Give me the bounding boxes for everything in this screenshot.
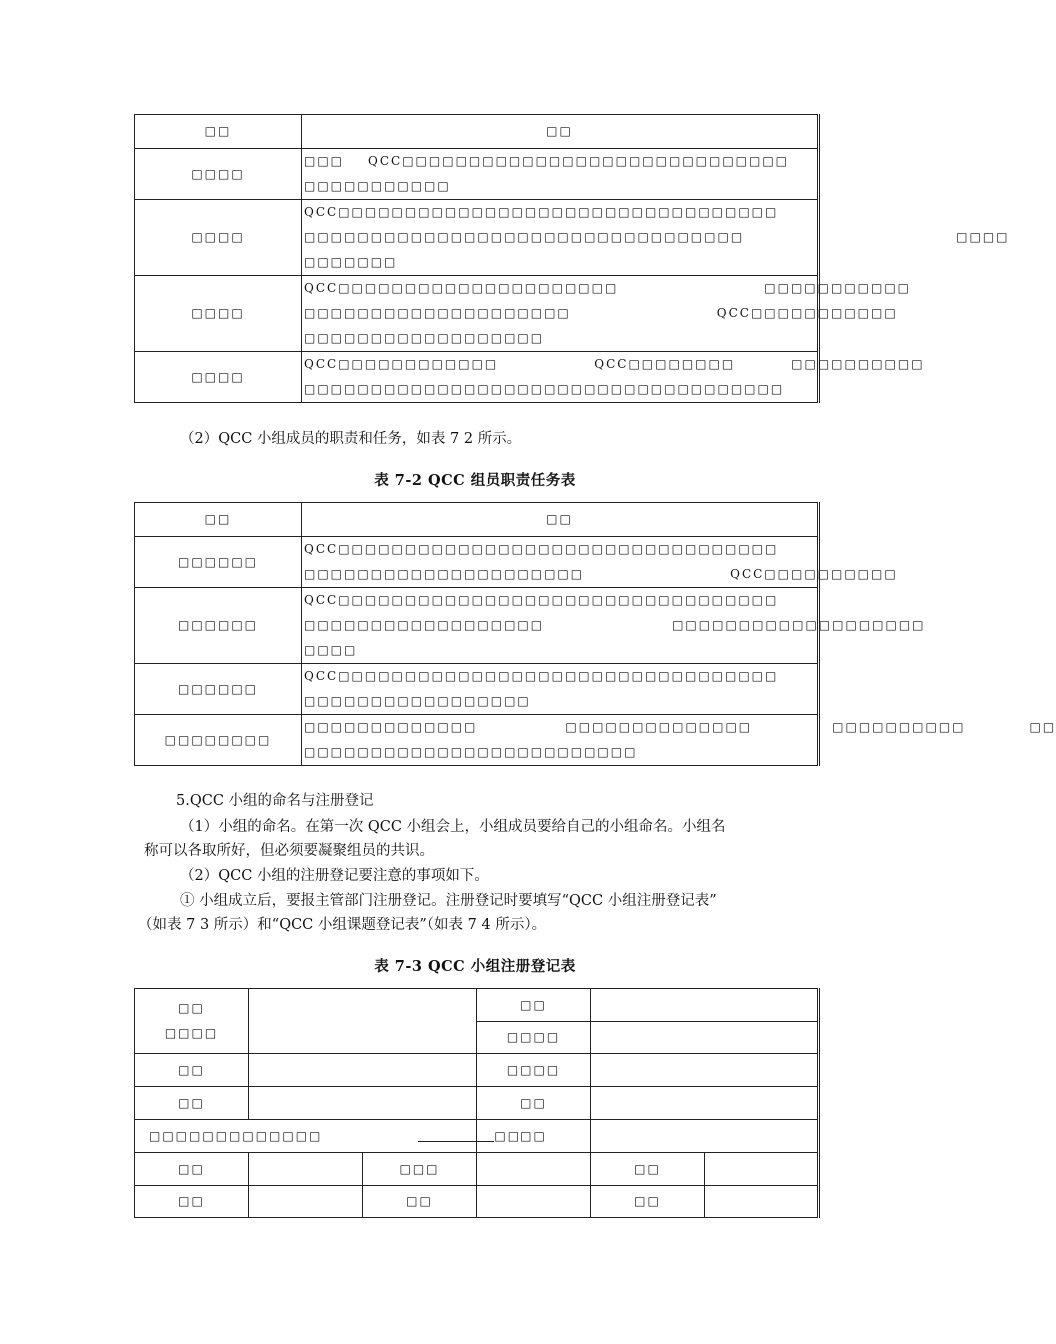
row-content: QCC□□□□□□□□□□□□□□□□□□□□□□□□□□□□□□□□□ □□□□□□□□□□□□□□□□□□□□□ QCC□□□□□□□□□□: [302, 537, 819, 588]
row-label: □□□□: [135, 200, 302, 276]
table-row: [135, 588, 819, 664]
section-heading-5: 5.QCC 小组的命名与注册登记: [176, 793, 374, 809]
table-row: [135, 1087, 819, 1120]
header-cell-role: □□: [135, 503, 302, 537]
row-label: □□□□: [135, 352, 302, 403]
fill-blank[interactable]: [418, 1126, 494, 1142]
duty-table-1: [134, 114, 1010, 403]
table-row: [135, 276, 819, 352]
form-field[interactable]: [249, 1153, 363, 1186]
field-label: □□: [363, 1186, 477, 1218]
field-label: □□: [135, 1087, 249, 1120]
field-label: □□: [135, 1186, 249, 1218]
field-label: □□: [135, 1153, 249, 1186]
field-label: □□: [591, 1153, 705, 1186]
paragraph-register-line2: （如表 7 3 所示）和“QCC 小组课题登记表”（如表 7 4 所示）。: [138, 917, 547, 933]
group-name-label: □□ □□□□: [135, 989, 249, 1054]
form-field[interactable]: [705, 1153, 819, 1186]
form-field[interactable]: [591, 1022, 819, 1054]
form-field[interactable]: [705, 1186, 819, 1218]
form-field[interactable]: [591, 1120, 819, 1153]
row-content: QCC□□□□□□□□□□□□ QCC□□□□□□□□ □□□□□□□□□□ □□□□□□□□□□□□□□□□□□□□□□□□□□□□□□□□□□□□: [302, 352, 819, 403]
form-field[interactable]: [249, 1186, 363, 1218]
field-label: □□: [477, 1087, 591, 1120]
row-content: QCC□□□□□□□□□□□□□□□□□□□□□□□□□□□□□□□□□ □□□□□□□□□□□□□□□□□□□□□□□□□□□□□□□□□ □□□□ □□□□□□□: [302, 200, 819, 276]
table-row: [135, 200, 819, 276]
field-label: □□: [477, 1120, 591, 1153]
table-row: [135, 537, 819, 588]
form-field[interactable]: [249, 1087, 477, 1120]
table-row: [135, 989, 819, 1022]
row-label: □□□□□□: [135, 537, 302, 588]
table-header-row: [135, 115, 819, 149]
paragraph-registration: （2）QCC 小组的注册登记要注意的事项如下。: [180, 868, 489, 884]
field-label: □□: [477, 989, 591, 1022]
table-row: [135, 1186, 819, 1218]
form-field[interactable]: [477, 1186, 591, 1218]
table-row: [135, 1054, 819, 1087]
table-header-row: [135, 503, 819, 537]
row-label: □□□□□□: [135, 588, 302, 664]
table-row: [135, 352, 819, 403]
row-label: □□□□: [135, 149, 302, 200]
form-field[interactable]: [249, 1054, 477, 1087]
header-cell-duty: □□: [302, 503, 819, 537]
form-field[interactable]: [591, 1054, 819, 1087]
registration-period-field[interactable]: □□□□□□□□□□□□□ □□: [135, 1120, 477, 1153]
table-row: [135, 149, 819, 200]
field-label: □□□□: [477, 1054, 591, 1087]
form-field[interactable]: [591, 1087, 819, 1120]
row-label: □□□□□□□□: [135, 715, 302, 766]
row-content: □□□ QCC□□□□□□□□□□□□□□□□□□□□□□□□□□□□□ □□□□□□□□□□□: [302, 149, 819, 200]
table-row: [135, 664, 819, 715]
row-content: QCC□□□□□□□□□□□□□□□□□□□□□□□□□□□□□□□□□ □□□□□□□□□□□□□□□□□: [302, 664, 819, 715]
row-content: QCC□□□□□□□□□□□□□□□□□□□□□ □□□□□□□□□□□ □□□□□□□□□□□□□□□□□□□□ QCC□□□□□□□□□□□ □□□□□□□□□□□□□□□□□□: [302, 276, 819, 352]
field-label: □□□□: [477, 1022, 591, 1054]
field-label: □□: [135, 1054, 249, 1087]
registration-table: [134, 988, 820, 1218]
header-cell-duty: □□: [302, 115, 819, 149]
duty-table-2: [134, 502, 1056, 766]
paragraph-naming-line2: 称可以各取所好，但必须要凝聚组员的共识。: [144, 843, 434, 859]
paragraph-naming-line1: （1）小组的命名。在第一次 QCC 小组会上，小组成员要给自己的小组命名。小组名: [180, 819, 726, 835]
table-caption-7-3: 表 7-3 QCC 小组注册登记表: [374, 958, 576, 975]
field-label: □□□: [363, 1153, 477, 1186]
table-row: [135, 715, 819, 766]
group-name-field[interactable]: [249, 989, 477, 1054]
table-row: [135, 1120, 819, 1153]
paragraph-register-line1: ① 小组成立后，要报主管部门注册登记。注册登记时要填写“QCC 小组注册登记表”: [180, 893, 717, 909]
form-field[interactable]: [591, 989, 819, 1022]
row-label: □□□□: [135, 276, 302, 352]
table-caption-7-2: 表 7-2 QCC 组员职责任务表: [374, 472, 576, 489]
field-label: □□: [591, 1186, 705, 1218]
form-field[interactable]: [477, 1153, 591, 1186]
paragraph-member-duties: （2）QCC 小组成员的职责和任务，如表 7 2 所示。: [180, 431, 522, 447]
row-content: QCC□□□□□□□□□□□□□□□□□□□□□□□□□□□□□□□□□ □□□□□□□□□□□□□□□□□□ □□□□□□□□□□□□□□□□□□□ □□□□: [302, 588, 819, 664]
row-label: □□□□□□: [135, 664, 302, 715]
row-content: □□□□□□□□□□□□□ □□□□□□□□□□□□□□ □□□□□□□□□□ □□ □□□□□□□□□□□□□□□□□□□□□□□□□: [302, 715, 819, 766]
table-row: [135, 1153, 819, 1186]
header-cell-role: □□: [135, 115, 302, 149]
